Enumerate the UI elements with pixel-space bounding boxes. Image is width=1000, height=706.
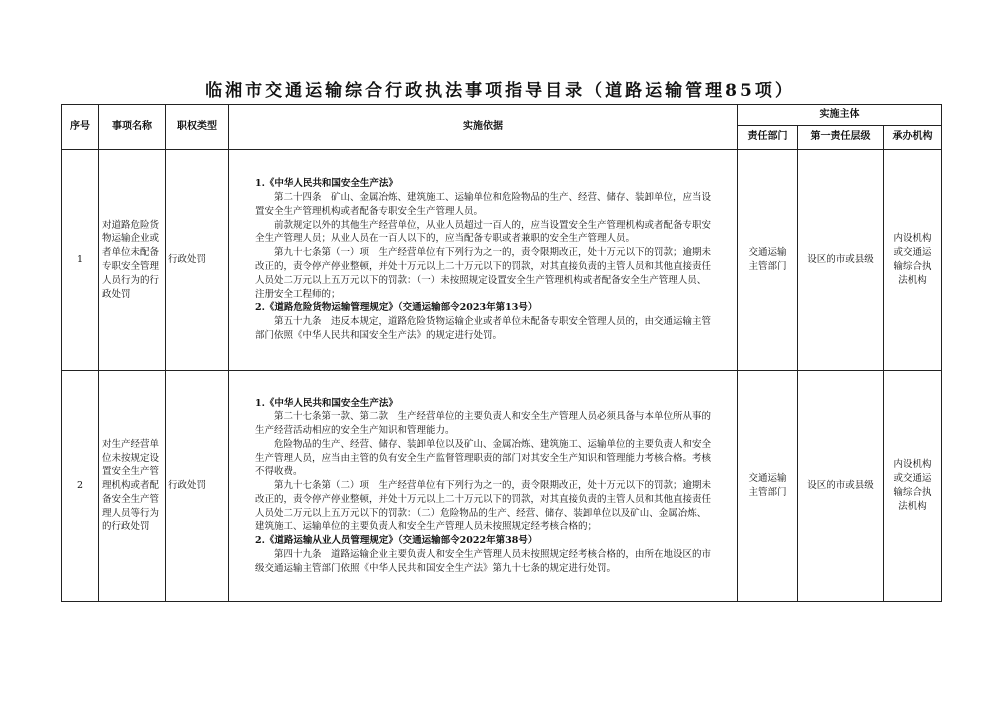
- cell-agency: 内设机构或交通运输综合执法机构: [884, 371, 942, 602]
- basis-paragraph: 第四十九条 道路运输企业主要负责人和安全生产管理人员未按照规定经考核合格的，由所在地设区的市级交通运输主管部门依照《中华人民共和国安全生产法》第九十七条的规定进行处罚。: [255, 548, 712, 574]
- basis-law-heading: 2.《道路运输从业人员管理规定》（交通运输部令2022年第38号）: [255, 535, 538, 547]
- cell-power-type: 行政处罚: [166, 371, 229, 602]
- cell-dept: 交通运输主管部门: [738, 371, 798, 602]
- header-subject: 实施主体: [738, 105, 942, 126]
- basis-paragraph: 第九十七条第（二）项 生产经营单位有下列行为之一的，责令限期改正，处十万元以下的罚款；逾期未改正的，责令停产停业整顿，并处十万元以上二十万元以下的罚款，对其直接负责的主管人员和其他直接责任人员处二万元以上五万元以下的罚款：（二）危险物品的生产、经营、储存、装卸单位以及矿山、金属冶炼、建筑施工、运输单位的主要负责人和安全生产管理人员未按照规定经考核合格的；: [255, 480, 712, 533]
- cell-level: 设区的市或县级: [798, 150, 884, 371]
- header-name: 事项名称: [99, 105, 166, 150]
- cell-basis: [229, 150, 738, 371]
- basis-paragraph: 前款规定以外的其他生产经营单位，从业人员超过一百人的，应当设置安全生产管理机构或者配备专职安全生产管理人员；从业人员在一百人以下的，应当配备专职或者兼职的安全生产管理人员。: [255, 219, 712, 245]
- cell-agency: 内设机构或交通运输综合执法机构: [884, 150, 942, 371]
- basis-paragraph: 危险物品的生产、经营、储存、装卸单位以及矿山、金属冶炼、建筑施工、运输单位的主要负责人和安全生产管理人员，应当由主管的负有安全生产监督管理职责的部门对其安全生产知识和管理能力考核合格。考核不得收费。: [255, 438, 712, 478]
- header-level: 第一责任层级: [798, 126, 884, 150]
- header-dept: 责任部门: [738, 126, 798, 150]
- table-row: [62, 150, 942, 371]
- basis-paragraph: 第九十七条第（一）项 生产经营单位有下列行为之一的，责令限期改正，处十万元以下的罚款；逾期未改正的，责令停产停业整顿，并处十万元以上二十万元以下的罚款，对其直接负责的主管人员和其他直接责任人员处二万元以上五万元以下的罚款：（一）未按照规定设置安全生产管理机构或者配备安全生产管理人员、注册安全工程师的；: [255, 247, 712, 300]
- cell-power-type: 行政处罚: [166, 150, 229, 371]
- header-basis: 实施依据: [229, 105, 738, 150]
- basis-law-heading: 1.《中华人民共和国安全生产法》: [255, 397, 398, 409]
- header-seq: 序号: [62, 105, 99, 150]
- basis-paragraph: 第二十七条第一款、第二款 生产经营单位的主要负责人和安全生产管理人员必须具备与本单位所从事的生产经营活动相应的安全生产知识和管理能力。: [255, 411, 712, 437]
- page-title: 临湘市交通运输综合行政执法事项指导目录（道路运输管理85项）: [205, 81, 795, 101]
- table-row: [62, 371, 942, 602]
- header-row: [62, 105, 942, 126]
- cell-basis: [229, 371, 738, 602]
- header-type: 职权类型: [166, 105, 229, 150]
- header-agency: 承办机构: [884, 126, 942, 150]
- cell-seq: 2: [62, 371, 99, 602]
- basis-paragraph: 第五十九条 违反本规定，道路危险货物运输企业或者单位未配备专职安全管理人员的，由交通运输主管部门依照《中华人民共和国安全生产法》的规定进行处罚。: [255, 316, 712, 341]
- basis-law-heading: 1.《中华人民共和国安全生产法》: [255, 178, 398, 190]
- basis-paragraph: 第二十四条 矿山、金属冶炼、建筑施工、运输单位和危险物品的生产、经营、储存、装卸单位，应当设置安全生产管理机构或者配备专职安全生产管理人员。: [255, 192, 712, 217]
- cell-item-name: 对生产经营单位未按规定设置安全生产管理机构或者配备安全生产管理人员等行为的行政处罚: [99, 371, 166, 602]
- cell-level: 设区的市或县级: [798, 371, 884, 602]
- cell-item-name: 对道路危险货物运输企业或者单位未配备专职安全管理人员行为的行政处罚: [99, 150, 166, 371]
- basis-law-heading: 2.《道路危险货物运输管理规定》（交通运输部令2023年第13号）: [255, 302, 538, 314]
- catalog-table: [61, 104, 942, 602]
- cell-seq: 1: [62, 150, 99, 371]
- cell-dept: 交通运输主管部门: [738, 150, 798, 371]
